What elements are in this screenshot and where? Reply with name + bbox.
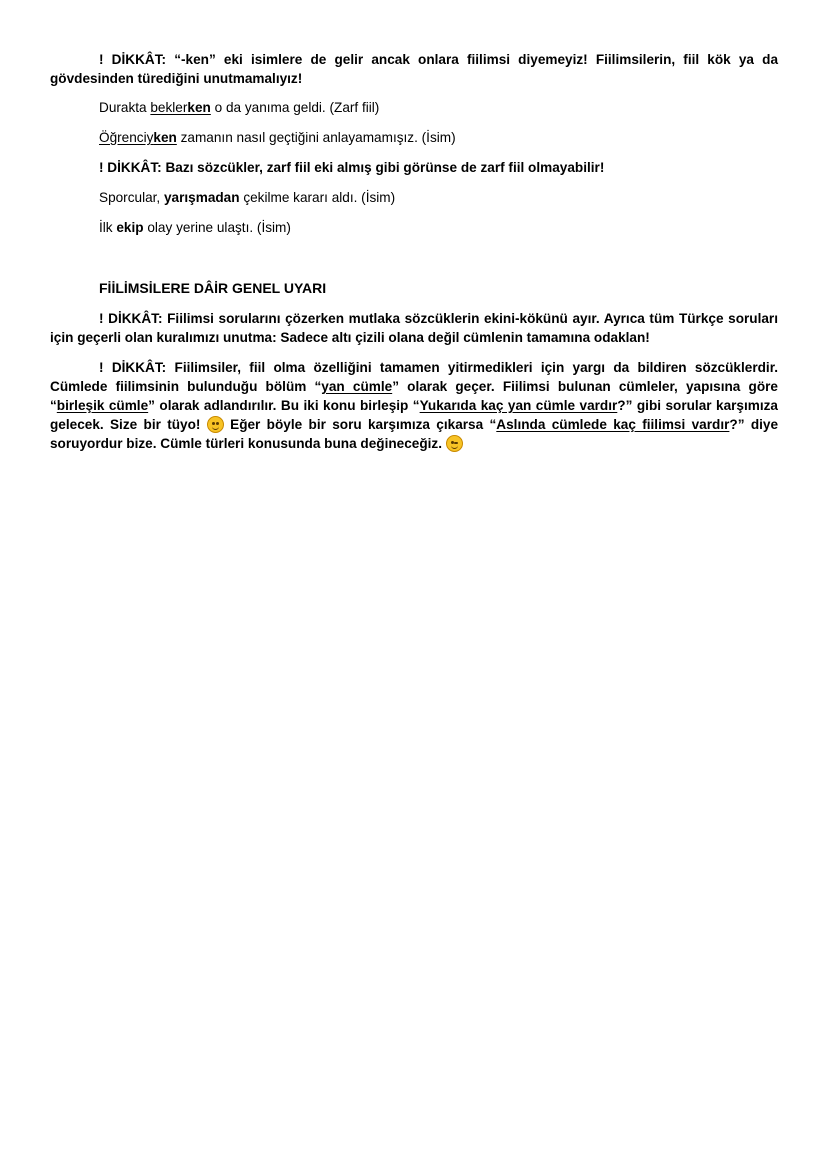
warning-note-yan-cumle	[50, 358, 778, 453]
winking-face-icon	[446, 435, 463, 452]
example-sentence-4	[99, 218, 779, 237]
word-root: Öğrenciy	[99, 130, 154, 145]
example-text: olay yerine ulaştı. (İsim)	[143, 220, 291, 235]
example-text: o da yanıma geldi. (Zarf fiil)	[210, 100, 380, 115]
suffix-bold: ken	[187, 100, 211, 115]
warning-label: ! DİKKÂT:	[99, 360, 167, 375]
suffix-bold: ken	[153, 130, 177, 145]
warning-text: “-ken” eki isimlere de gelir ancak onlara fiilimsi diyemeyiz! Fiilimsilerin, fiil kök ya da gövdesinden türediğini unutmamalıyız!	[50, 52, 778, 86]
example-text: zamanın nasıl geçtiğini anlayamamışız. (İsim)	[176, 130, 456, 145]
underlined-term: yan cümle	[321, 379, 393, 394]
warning-note-zarf-fiil	[99, 158, 779, 177]
warning-text: ?” gibi sorular karşımıza gelecek. Size bir tüyo!	[50, 398, 778, 432]
bold-word: ekip	[116, 220, 144, 235]
warning-text: ?” diye soruyordur bize. Cümle türleri konusunda buna değineceğiz.	[50, 417, 779, 451]
example-text: İlk	[99, 220, 117, 235]
underlined-term: Yukarıda kaç yan cümle vardır	[419, 398, 618, 413]
underlined-term: Aslında cümlede kaç fiilimsi vardır	[496, 417, 730, 432]
example-sentence-3	[99, 188, 779, 207]
warning-text: Fiilimsi sorularını çözerken mutlaka sözcüklerin ekini-kökünü ayır. Ayrıca tüm Türkçe soruları için geçerli olan kuralımızı unutma: Sadece altı çizili olana değil cümlenin tamamına odaklan!	[50, 311, 778, 345]
underlined-word	[150, 100, 210, 115]
warning-text: Bazı sözcükler, zarf fiil eki almış gibi görünse de zarf fiil olmayabilir!	[165, 160, 605, 175]
smiling-face-icon	[207, 416, 224, 433]
example-text: Durakta	[99, 100, 151, 115]
example-text: çekilme kararı aldı. (İsim)	[239, 190, 396, 205]
example-sentence-1	[99, 98, 779, 117]
example-text: Sporcular,	[99, 190, 164, 205]
warning-text: Eğer böyle bir soru karşımıza çıkarsa “	[223, 417, 497, 432]
example-sentence-2	[99, 128, 779, 147]
warning-text: Fiilimsiler, fiil olma özelliğini tamamen yitirmedikleri için yargı da bildiren sözcüklerdir. Cümlede fiilimsinin bulunduğu bölüm “	[50, 360, 779, 394]
warning-label: ! DİKKÂT:	[99, 52, 167, 67]
warning-label: ! DİKKÂT:	[99, 160, 162, 175]
underlined-term: birleşik cümle	[56, 398, 149, 413]
warning-note-ken	[50, 50, 778, 88]
warning-text: ” olarak geçer. Fiilimsi bulunan cümleler, yapısına göre “	[50, 379, 778, 413]
warning-label: ! DİKKÂT:	[99, 311, 163, 326]
warning-note-general	[50, 309, 778, 347]
underlined-word	[99, 130, 177, 145]
bold-word: yarışmadan	[163, 190, 240, 205]
word-root: bekler	[150, 100, 188, 115]
warning-text: ” olarak adlandırılır. Bu iki konu birleşip “	[148, 398, 420, 413]
section-title: FİİLİMSİLERE DÂİR GENEL UYARI	[99, 280, 327, 296]
